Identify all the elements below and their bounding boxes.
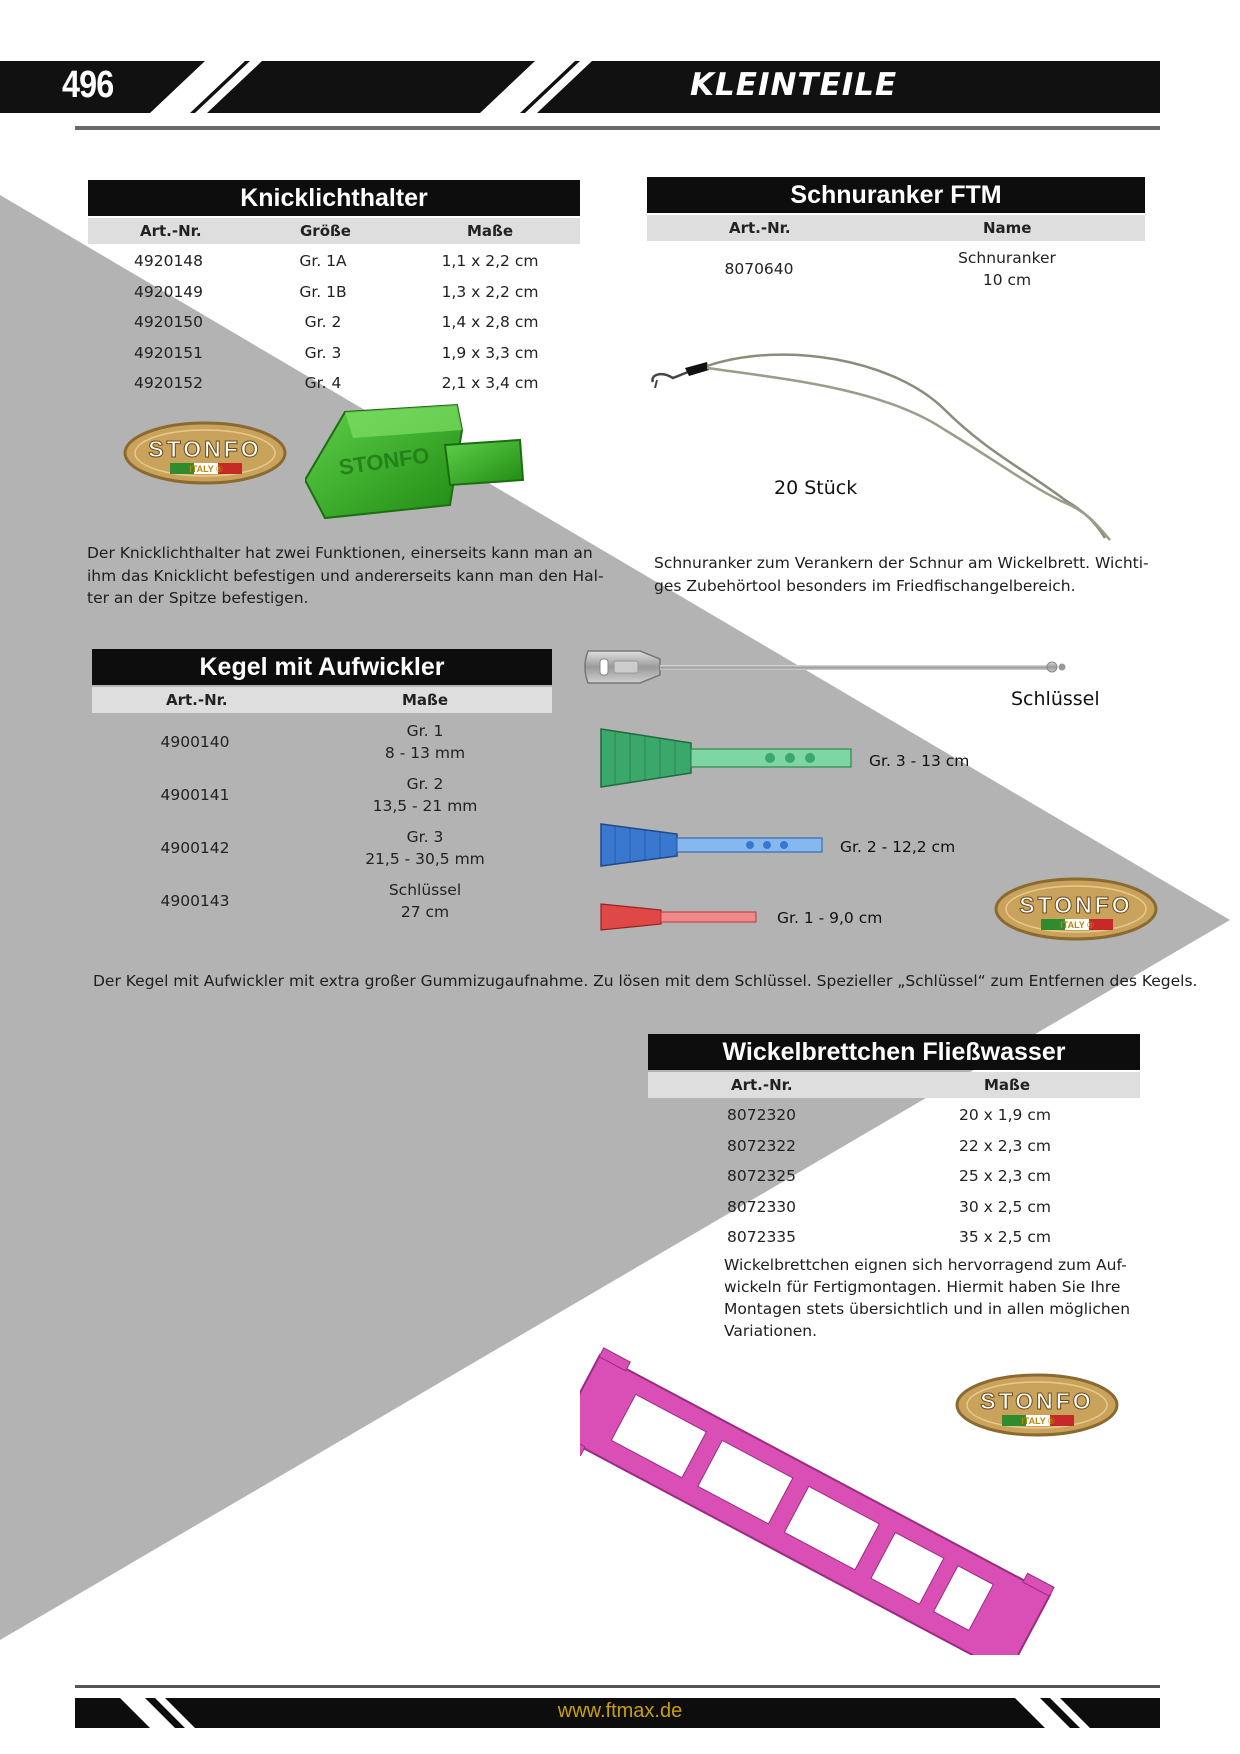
table-cell-art-nr: 4900141 — [160, 786, 230, 804]
column-header: Größe — [300, 222, 351, 240]
table-cell-size: 27 cm — [400, 903, 450, 921]
table-cell-size: 8 - 13 mm — [384, 744, 466, 762]
column-header: Art.-Nr. — [729, 219, 791, 237]
table-cell-art-nr: 8072335 — [727, 1228, 797, 1246]
table-cell-size: 35 x 2,5 cm — [959, 1228, 1051, 1246]
stonfo-logo-sub: ITALY ® — [1060, 920, 1094, 930]
table-cell: 4920149 — [134, 282, 204, 301]
table-cell: Gr. 1B — [299, 282, 347, 301]
quantity-label: 20 Stück — [774, 477, 858, 499]
schnuranker-product-image — [645, 340, 1125, 545]
table-cell-art-nr: 4900143 — [160, 892, 230, 910]
stonfo-logo — [993, 876, 1159, 942]
table-cell: Gr. 1A — [299, 252, 347, 270]
table-cell-art-nr: 8072325 — [727, 1167, 797, 1185]
table-cell: 1,9 x 3,3 cm — [441, 343, 539, 362]
description-line: Variationen. — [724, 1322, 818, 1340]
section-title: KLEINTEILE — [690, 67, 898, 103]
table-cell-size: 21,5 - 30,5 mm — [365, 850, 485, 868]
wickelbrettchen-product-image — [580, 1325, 1100, 1655]
table-cell-art-nr: 8070640 — [724, 260, 794, 278]
description-line: Der Knicklichthalter hat zwei Funktionen, einerseits kann man an — [87, 544, 593, 562]
knicklichthalter-product-image — [305, 400, 555, 525]
table-header-knicklichthalter — [88, 218, 580, 244]
table-title-knicklichthalter: Knicklichthalter — [88, 180, 580, 216]
description-line: ter an der Spitze befestigen. — [87, 589, 309, 607]
column-header: Name — [983, 219, 1032, 237]
table-cell-name: Schnuranker — [958, 249, 1056, 267]
table-header-kegel — [92, 687, 552, 713]
kegel-gr1-image — [597, 900, 767, 934]
table-cell: 4920151 — [134, 343, 204, 362]
kegel-gr1-label: Gr. 1 - 9,0 cm — [777, 909, 883, 927]
table-cell: 4920150 — [134, 313, 204, 331]
table-cell-size: Gr. 2 — [406, 775, 444, 793]
table-title-schnuranker: Schnuranker FTM — [647, 177, 1145, 213]
table-cell-size: 22 x 2,3 cm — [959, 1136, 1051, 1155]
table-title-kegel: Kegel mit Aufwickler — [92, 649, 552, 685]
header-stripes — [0, 61, 1160, 113]
table-cell: 4920148 — [134, 252, 204, 270]
table-cell-size: 25 x 2,3 cm — [959, 1167, 1051, 1185]
kegel-gr3-image — [595, 725, 865, 795]
column-header: Art.-Nr. — [140, 222, 202, 240]
description-line: Schnuranker zum Verankern der Schnur am Wickelbrett. Wichti- — [654, 554, 1149, 572]
table-cell: Gr. 3 — [304, 343, 342, 362]
table-cell-size: 13,5 - 21 mm — [372, 797, 478, 815]
stonfo-logo-text: STONFO — [980, 1388, 1094, 1414]
product-engraving: STONFO — [337, 442, 432, 480]
stonfo-logo — [122, 420, 288, 486]
stonfo-logo-sub: ITALY ® — [189, 464, 223, 474]
description-line: ges Zubehörtool besonders im Friedfischangelbereich. — [654, 576, 1076, 595]
table-cell: Gr. 2 — [304, 313, 342, 331]
table-cell-art-nr: 8072320 — [727, 1106, 797, 1124]
schluessel-label: Schlüssel — [1011, 688, 1100, 710]
table-cell: 1,3 x 2,2 cm — [441, 282, 539, 301]
column-header: Maße — [467, 222, 514, 240]
description-line: wickeln für Fertigmontagen. Hiermit haben Sie Ihre — [724, 1278, 1121, 1296]
column-header: Maße — [402, 691, 449, 709]
table-cell: 1,4 x 2,8 cm — [441, 313, 539, 331]
table-header-schnuranker — [647, 215, 1145, 241]
table-cell-size: 20 x 1,9 cm — [959, 1106, 1051, 1124]
column-header: Maße — [984, 1076, 1031, 1094]
table-cell: Gr. 4 — [304, 374, 342, 392]
table-cell: 1,1 x 2,2 cm — [441, 252, 539, 270]
stonfo-logo-text: STONFO — [1019, 892, 1133, 918]
column-header: Art.-Nr. — [166, 691, 228, 709]
column-header: Art.-Nr. — [731, 1076, 793, 1094]
table-cell-size: 30 x 2,5 cm — [959, 1197, 1051, 1216]
table-cell-art-nr: 4900142 — [160, 839, 230, 857]
schluessel-product-image — [580, 645, 1090, 690]
stonfo-logo-text: STONFO — [148, 436, 262, 462]
kegel-gr2-image — [595, 820, 835, 870]
kegel-gr2-label: Gr. 2 - 12,2 cm — [840, 838, 956, 856]
table-title-wickelbrettchen: Wickelbrettchen Fließwasser — [648, 1034, 1140, 1070]
footer-divider — [75, 1685, 1160, 1688]
kegel-gr3-label: Gr. 3 - 13 cm — [869, 752, 970, 770]
description-line: ihm das Knicklicht befestigen und andererseits kann man den Hal- — [87, 566, 604, 585]
table-cell: 2,1 x 3,4 cm — [441, 374, 539, 392]
page-number: 496 — [62, 64, 114, 106]
table-cell-art-nr: 8072330 — [727, 1197, 797, 1216]
stonfo-logo-sub: ITALY ® — [1021, 1416, 1055, 1426]
table-cell-size: Gr. 1 — [406, 722, 444, 740]
table-cell-size: Gr. 3 — [406, 828, 444, 846]
description-line: Montagen stets übersichtlich und in allen möglichen — [724, 1300, 1131, 1318]
table-cell-name: 10 cm — [982, 271, 1032, 289]
table-header-wickelbrettchen — [648, 1072, 1140, 1098]
kegel-description: Der Kegel mit Aufwickler mit extra großer Gummizugaufnahme. Zu lösen mit dem Schlüssel. Spezieller „Schlüssel“ zum Entfernen des Kegels. — [93, 972, 1198, 990]
footer-url[interactable]: www.ftmax.de — [557, 1700, 683, 1722]
header-divider — [75, 126, 1160, 130]
table-cell: 4920152 — [134, 374, 204, 392]
table-cell-art-nr: 4900140 — [160, 733, 230, 751]
table-cell-art-nr: 8072322 — [727, 1136, 797, 1155]
table-cell-size: Schlüssel — [388, 881, 462, 899]
description-line: Wickelbrettchen eignen sich hervorragend zum Auf- — [724, 1256, 1127, 1274]
